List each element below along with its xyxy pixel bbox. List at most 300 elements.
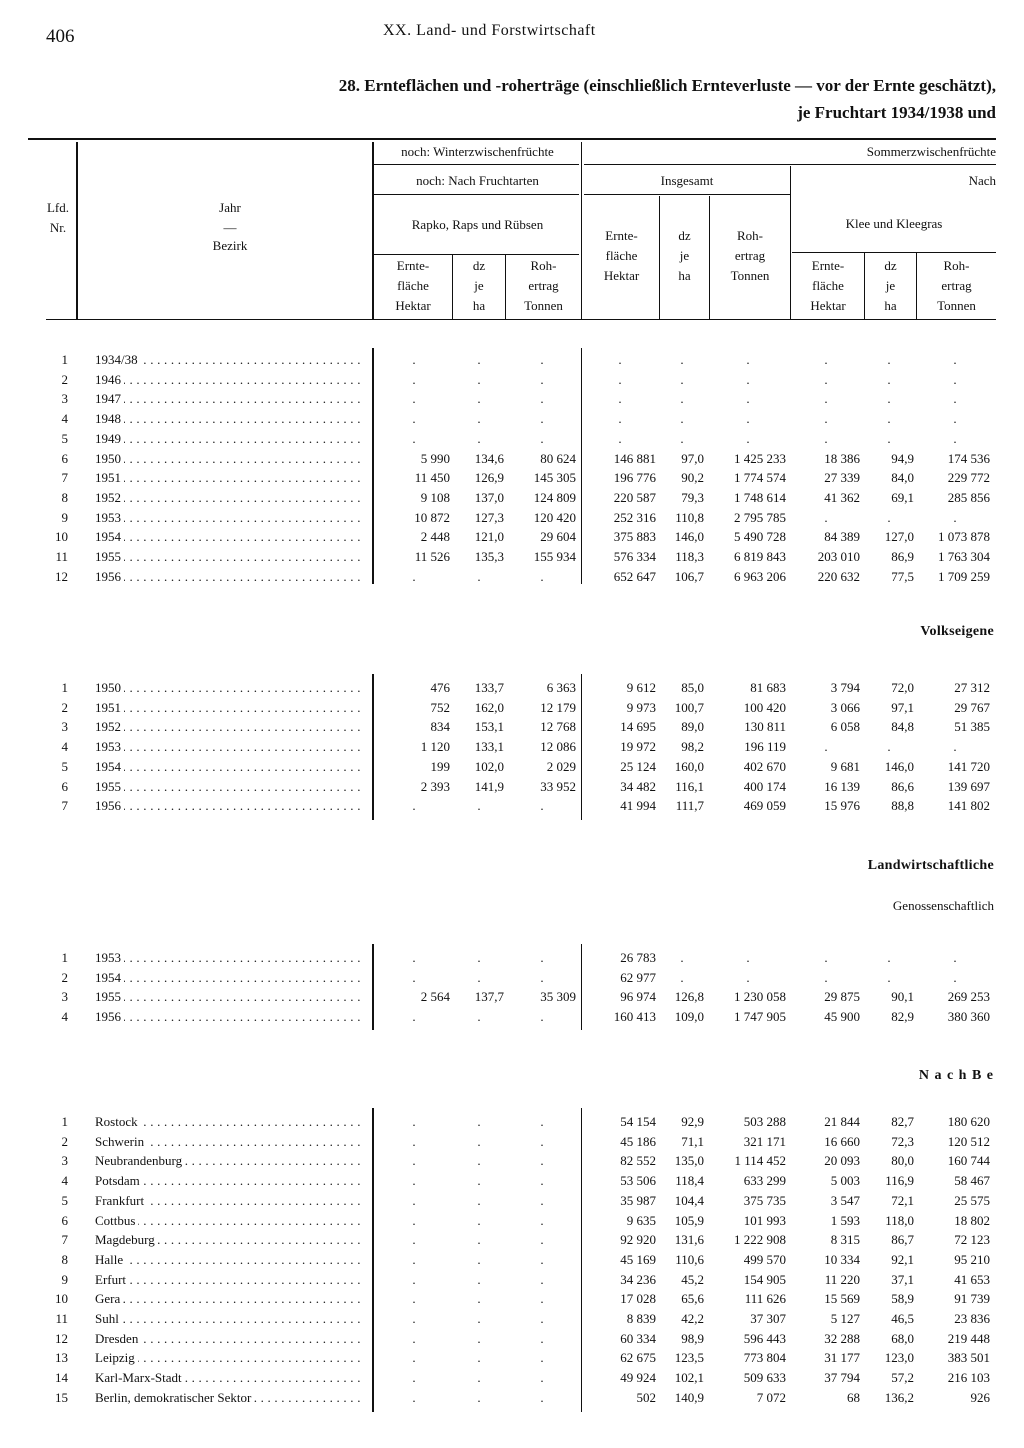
cell-col-2: . [477,1114,481,1129]
cell-col-4: 34 482 [620,778,656,794]
cell-col-5: 102,1 [674,1370,704,1386]
header-rapko-roh: Roh- ertrag Tonnen [524,258,563,313]
cell-col-8: 82,9 [891,1009,914,1025]
cell-col-9: 174 536 [947,450,990,466]
cell-col-4: . [618,411,622,427]
cell-col-6: 1 222 908 [734,1232,786,1248]
cell-col-4: 41 994 [620,798,656,814]
cell-col-3: . [540,969,544,985]
cell-col-1: 2 564 [420,989,450,1005]
cell-col-8: 86,7 [891,1232,914,1248]
cell-col-4: 34 236 [620,1271,656,1287]
cell-col-7: 5 003 [830,1173,860,1189]
table-row [0,1270,1024,1290]
cell-col-6: 375 735 [743,1192,786,1208]
cell-col-5: . [680,969,684,985]
cell-col-6: 773 804 [743,1350,786,1366]
row-number: 2 [61,1133,68,1149]
cell-col-9: 229 772 [947,470,990,486]
row-label [95,1388,365,1408]
cell-col-9: . [953,739,957,755]
table-row [0,1007,1024,1027]
cell-col-8: 123,0 [884,1350,914,1366]
row-label [95,1112,365,1132]
cell-col-2: . [477,568,481,584]
cell-col-6: 400 174 [743,778,786,794]
row-label-text: 1954 [95,970,124,985]
cell-col-4: . [618,371,622,387]
cell-col-4: 252 316 [613,509,656,525]
cell-col-8: 136,2 [884,1389,914,1405]
table-row [0,1289,1024,1309]
rule-under-insgesamt [584,194,790,195]
row-label [95,468,365,488]
row-label-text: 1955 [95,779,124,794]
cell-col-1: 834 [430,719,450,735]
section-title-landwirtschaftliche: Landwirtschaftliche [867,858,994,873]
cell-col-5: 45,2 [681,1271,704,1287]
cell-col-7: 29 875 [824,989,860,1005]
row-label-text: Leipzig [95,1350,138,1365]
cell-col-7: 41 362 [824,489,860,505]
cell-col-9: 141 802 [947,798,990,814]
cell-col-6: 111 626 [744,1291,786,1307]
row-number: 15 [55,1389,68,1405]
cell-col-1: 5 990 [420,450,450,466]
cell-col-1: 9 108 [420,489,450,505]
cell-col-5: 118,4 [675,1173,704,1189]
cell-col-8: 116,9 [885,1173,914,1189]
table-row [0,757,1024,777]
cell-col-2: . [477,1370,481,1386]
cell-col-7: . [824,391,828,407]
row-label [95,968,365,988]
cell-col-2: 121,0 [474,529,504,545]
cell-col-2: 153,1 [474,719,504,735]
row-label [95,796,365,816]
cell-col-6: 81 683 [750,680,786,695]
row-label-text: 1952 [95,490,124,505]
cell-col-5: 135,0 [674,1153,704,1169]
cell-col-3: 12 768 [540,719,576,735]
cell-col-7: 32 288 [824,1330,860,1346]
cell-col-3: 33 952 [540,778,576,794]
cell-col-9: 141 720 [947,758,990,774]
cell-col-8: 146,0 [884,758,914,774]
cell-col-3: . [540,1133,544,1149]
cell-col-1: . [412,1114,416,1129]
cell-col-3: 145 305 [533,470,576,486]
cell-col-9: 1 709 259 [938,568,990,584]
cell-col-6: 7 072 [756,1389,786,1405]
cell-col-3: . [540,1271,544,1287]
row-label-text: 1955 [95,549,124,564]
cell-col-4: 49 924 [620,1370,656,1386]
cell-col-9: 180 620 [947,1114,990,1129]
cell-col-7: 68 [847,1389,860,1405]
cell-col-2: 137,0 [474,489,504,505]
cell-col-1: . [412,798,416,814]
cell-col-3: . [540,1153,544,1169]
cell-col-1: . [412,1350,416,1366]
cell-col-8: . [887,411,891,427]
cell-col-6: . [746,969,750,985]
cell-col-4: 35 987 [620,1192,656,1208]
cell-col-5: 100,7 [674,699,704,715]
cell-col-7: 27 339 [824,470,860,486]
cell-col-8: 77,5 [891,568,914,584]
cell-col-8: 86,6 [891,778,914,794]
cell-col-9: 25 575 [954,1192,990,1208]
cell-col-1: 199 [430,758,450,774]
cell-col-5: . [680,371,684,387]
cell-col-3: . [540,1009,544,1025]
cell-col-9: 1 763 304 [938,549,990,564]
cell-col-3: 12 086 [540,739,576,755]
table-row [0,1191,1024,1211]
cell-col-8: 86,9 [891,549,914,564]
row-label [95,1191,365,1211]
cell-col-2: . [477,1271,481,1287]
cell-col-9: 383 501 [947,1350,990,1366]
cell-col-1: . [412,1389,416,1405]
cell-col-1: 2 393 [420,778,450,794]
cell-col-6: 503 288 [743,1114,786,1129]
cell-col-6: 1 230 058 [734,989,786,1005]
cell-col-4: 82 552 [620,1153,656,1169]
row-label [95,948,365,968]
cell-col-6: 596 443 [743,1330,786,1346]
cell-col-8: 88,8 [891,798,914,814]
cell-col-3: . [540,1173,544,1189]
cell-col-9: 219 448 [947,1330,990,1346]
row-number: 10 [55,529,68,545]
cell-col-7: 15 569 [824,1291,860,1307]
cell-col-3: 29 604 [540,529,576,545]
row-label-text: 1954 [95,529,124,544]
row-label-text: Erfurt [95,1272,129,1287]
row-label [95,389,365,409]
row-label [95,777,365,797]
cell-col-8: . [887,739,891,755]
row-label [95,508,365,528]
cell-col-7: 37 794 [824,1370,860,1386]
cell-col-5: 79,3 [681,489,704,505]
row-label-text: 1951 [95,470,124,485]
table-title-line-2: je Fruchtart 1934/1938 und [797,103,996,122]
cell-col-4: 14 695 [620,719,656,735]
row-label-text: 1956 [95,798,124,813]
cell-col-4: 26 783 [620,950,656,965]
cell-col-7: 16 139 [824,778,860,794]
cell-col-9: 216 103 [947,1370,990,1386]
cell-col-6: 196 119 [744,739,786,755]
cell-col-7: 6 058 [830,719,860,735]
cell-col-9: . [953,371,957,387]
cell-col-7: 5 127 [830,1311,860,1326]
cell-col-3: 120 420 [533,509,576,525]
row-number: 5 [61,1192,68,1208]
cell-col-4: 160 413 [613,1009,656,1025]
header-top-rule [28,138,996,140]
cell-col-6: . [746,411,750,427]
cell-col-4: 652 647 [613,568,656,584]
row-number: 7 [61,798,68,814]
cell-col-1: . [412,1311,416,1326]
row-label [95,737,365,757]
cell-col-6: 1 748 614 [734,489,786,505]
row-number: 9 [61,509,68,525]
table-row [0,389,1024,409]
cell-col-7: 220 632 [817,568,860,584]
row-label [95,698,365,718]
cell-col-4: . [618,430,622,446]
table-row [0,698,1024,718]
cell-col-1: . [412,1212,416,1228]
cell-col-7: 3 066 [830,699,860,715]
row-label [95,567,365,587]
row-label [95,1171,365,1191]
cell-col-2: . [477,1133,481,1149]
cell-col-1: . [412,352,416,367]
cell-col-6: 101 993 [743,1212,786,1228]
cell-col-5: 110,8 [675,509,704,525]
cell-col-5: 65,6 [681,1291,704,1307]
cell-col-4: 60 334 [620,1330,656,1346]
cell-col-1: . [412,1009,416,1025]
cell-col-3: . [540,1232,544,1248]
cell-col-5: 105,9 [674,1212,704,1228]
row-label-text: 1953 [95,950,124,965]
cell-col-4: 576 334 [613,549,656,564]
cell-col-8: 57,2 [891,1370,914,1386]
cell-col-7: 20 093 [824,1153,860,1169]
cell-col-5: 98,2 [681,739,704,755]
row-number: 10 [55,1291,68,1307]
cell-col-1: . [412,950,416,965]
table-row [0,987,1024,1007]
row-number: 3 [61,1153,68,1169]
cell-col-5: 160,0 [674,758,704,774]
cell-col-2: . [477,798,481,814]
header-klee: Klee und Kleegras [845,216,943,231]
cell-col-4: 45 186 [620,1133,656,1149]
cell-col-7: 84 389 [824,529,860,545]
cell-col-9: . [953,969,957,985]
cell-col-7: 10 334 [824,1251,860,1267]
cell-col-4: 19 972 [620,739,656,755]
table-row [0,1250,1024,1270]
table-row [0,678,1024,698]
cell-col-9: 380 360 [947,1009,990,1025]
cell-col-1: 752 [430,699,450,715]
row-number: 1 [61,950,68,965]
cell-col-4: 92 920 [620,1232,656,1248]
section-title-nach-bezirken: N a c h B e [918,1068,994,1083]
row-label [95,987,365,1007]
cell-col-1: . [412,1251,416,1267]
cell-col-9: 160 744 [947,1153,990,1169]
cell-col-3: . [540,352,544,367]
cell-col-7: 11 220 [824,1271,860,1287]
row-number: 5 [61,758,68,774]
cell-col-8: 90,1 [891,989,914,1005]
cell-col-3: 80 624 [540,450,576,466]
table-row [0,567,1024,587]
header-ins-roh: Roh- ertrag Tonnen [730,228,770,283]
header-nach: Nach [968,173,996,188]
cell-col-5: 118,3 [675,549,704,564]
cell-col-4: 53 506 [620,1173,656,1189]
cell-col-5: . [680,352,684,367]
cell-col-7: 1 593 [830,1212,860,1228]
row-label [95,717,365,737]
cell-col-2: . [477,1350,481,1366]
cell-col-5: 106,7 [674,568,704,584]
cell-col-6: 130 811 [744,719,786,735]
cell-col-9: 72 123 [954,1232,990,1248]
cell-col-1: . [412,411,416,427]
cell-col-8: 94,9 [891,450,914,466]
cell-col-2: 134,6 [474,450,504,466]
header-ins-area: Ernte- fläche Hektar [603,228,640,283]
row-number: 2 [61,699,68,715]
cell-col-3: . [540,371,544,387]
cell-col-8: 37,1 [891,1271,914,1287]
header-rapko-dz: dz je ha [472,258,486,313]
table-row [0,547,1024,567]
cell-col-2: . [477,969,481,985]
cell-col-6: 499 570 [743,1251,786,1267]
row-label-text: Schwerin [95,1134,147,1149]
table-row [0,1368,1024,1388]
cell-col-7: 31 177 [824,1350,860,1366]
cell-col-7: 21 844 [824,1114,860,1129]
cell-col-7: 18 386 [824,450,860,466]
cell-col-9: . [953,430,957,446]
cell-col-3: . [540,391,544,407]
cell-col-3: 155 934 [533,549,576,564]
cell-col-1: 10 872 [414,509,450,525]
cell-col-5: 42,2 [681,1311,704,1326]
cell-col-2: . [477,430,481,446]
cell-col-1: 2 448 [420,529,450,545]
cell-col-1: . [412,1153,416,1169]
cell-col-5: 90,2 [681,470,704,486]
cell-col-7: . [824,509,828,525]
row-label-text: Magdeburg [95,1232,158,1247]
cell-col-6: 509 633 [743,1370,786,1386]
cell-col-4: . [618,352,622,367]
row-number: 8 [61,1251,68,1267]
row-label [95,678,365,698]
cell-col-2: . [477,391,481,407]
cell-col-6: 633 299 [743,1173,786,1189]
cell-col-1: . [412,1173,416,1189]
row-label-text: 1949 [95,431,124,446]
row-label-text: 1951 [95,700,124,715]
header-rapko: Rapko, Raps und Rübsen [411,217,544,232]
cell-col-6: 37 307 [750,1311,786,1326]
table-row [0,468,1024,488]
cell-col-9: 51 385 [954,719,990,735]
header-bottom-rule [46,319,996,320]
cell-col-6: 402 670 [743,758,786,774]
row-label-text: 1950 [95,680,124,695]
row-label [95,1348,365,1368]
row-number: 1 [61,680,68,695]
cell-col-5: 126,8 [674,989,704,1005]
header-bezirk: Bezirk [212,238,248,253]
cell-col-1: 476 [430,680,450,695]
row-label-text: 1948 [95,411,124,426]
row-label-text: 1950 [95,451,124,466]
cell-col-5: 111,7 [675,798,704,814]
row-label [95,370,365,390]
cell-col-2: . [477,1232,481,1248]
header-lfd-nr: Lfd. Nr. [46,200,70,235]
cell-col-7: . [824,950,828,965]
cell-col-2: . [477,1389,481,1405]
cell-col-5: 146,0 [674,529,704,545]
row-number: 2 [61,969,68,985]
cell-col-6: 6 819 843 [734,549,786,564]
cell-col-3: . [540,1114,544,1129]
table-title-line-1: 28. Ernteflächen und -roherträge (einschließlich Ernteverluste — vor der Ernte geschätzt), [338,76,996,95]
row-label [95,1211,365,1231]
cell-col-2: . [477,371,481,387]
cell-col-6: 2 795 785 [734,509,786,525]
row-label-text: 1956 [95,1009,124,1024]
cell-col-9: 18 802 [954,1212,990,1228]
row-number: 4 [61,739,68,755]
row-label [95,449,365,469]
row-number: 4 [61,1009,68,1025]
cell-col-9: . [953,950,957,965]
cell-col-3: . [540,1251,544,1267]
cell-col-6: . [746,430,750,446]
cell-col-4: 8 839 [626,1311,656,1326]
cell-col-4: 62 977 [620,969,656,985]
cell-col-1: 11 526 [414,549,450,564]
header-jahr: Jahr [219,200,241,215]
cell-col-9: 91 739 [954,1291,990,1307]
cell-col-2: . [477,411,481,427]
row-label [95,1151,365,1171]
cell-col-2: . [477,950,481,965]
cell-col-6: . [746,371,750,387]
cell-col-9: 29 767 [954,699,990,715]
cell-col-3: . [540,1311,544,1326]
row-number: 4 [61,1173,68,1189]
cell-col-5: 131,6 [674,1232,704,1248]
cell-col-4: 196 776 [613,470,656,486]
cell-col-4: 9 973 [626,699,656,715]
cell-col-3: 35 309 [540,989,576,1005]
cell-col-5: 89,0 [681,719,704,735]
row-number: 7 [61,1232,68,1248]
row-label [95,1329,365,1349]
header-noch-winter: noch: Winterzwischenfrüchte [401,144,554,159]
row-number: 3 [61,989,68,1005]
cell-col-6: 321 171 [743,1133,786,1149]
cell-col-9: 95 210 [954,1251,990,1267]
header-noch-frucht: noch: Nach Fruchtarten [416,173,539,188]
cell-col-4: 17 028 [620,1291,656,1307]
row-label [95,1007,365,1027]
table-row [0,527,1024,547]
cell-col-1: . [412,1232,416,1248]
